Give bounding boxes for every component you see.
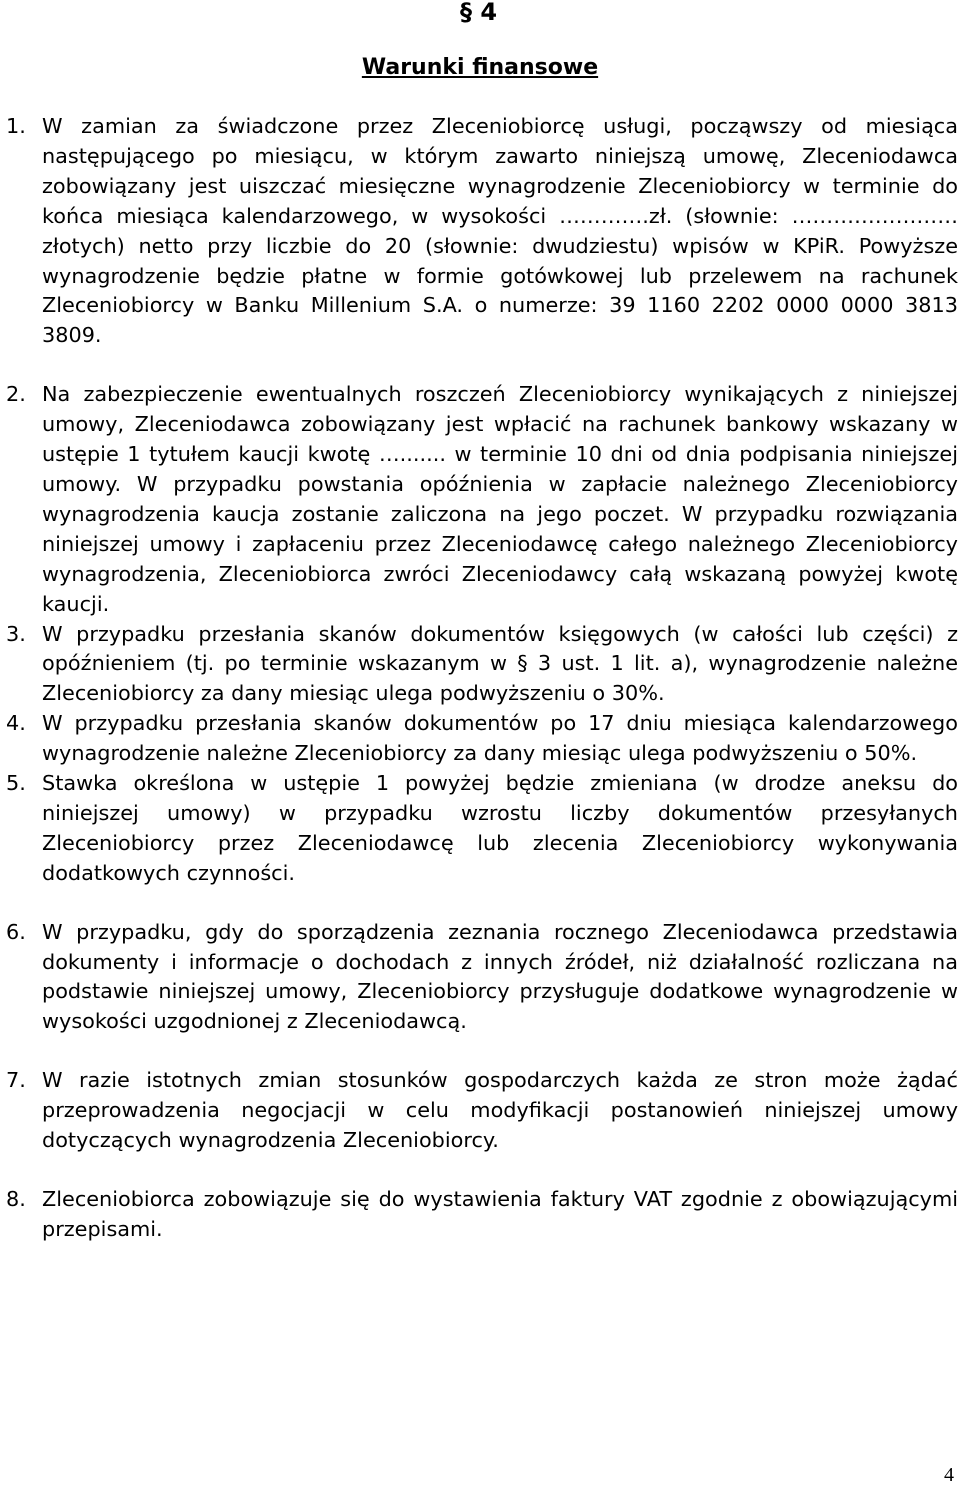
clause-text: W przypadku przesłania skanów dokumentów księgowych (w całości lub części) z opóźnieniem (tj. po terminie wskazanym w § 3 ust. 1 lit. a), wynagrodzenie należne Zleceniobiorcy za dany miesiąc ulega podwyższeniu o 30%. — [42, 621, 958, 706]
clause-7 — [0, 1066, 960, 1156]
page-number: 4 — [944, 1464, 954, 1486]
clause-number: 5. — [6, 771, 26, 796]
section-number: § 4 — [460, 0, 498, 26]
clause-text: Zleceniobiorca zobowiązuje się do wystawienia faktury VAT zgodnie z obowiązującymi przepisami. — [42, 1187, 958, 1241]
clause-1 — [0, 112, 960, 351]
clause-text: W zamian za świadczone przez Zleceniobiorcę usługi, począwszy od miesiąca następującego po miesiącu, w którym zawarto niniejszą umowę, Zleceniodawca zobowiązany jest uiszczać miesięczne wynagrodzenie Zleceniobiorcy w terminie do końca miesiąca kalendarzowego, w wysokości ………….zł. (słownie: …………………… złotych) netto przy liczbie do 20 (słownie: dwudziestu) wpisów w KPiR. Powyższe wynagrodzenie będzie płatne w formie gotówkowej lub przelewem na rachunek Zleceniobiorcy w Banku Millenium S.A. o numerze: 39 1160 2202 0000 0000 3813 3809. — [42, 114, 958, 348]
clause-text: W przypadku, gdy do sporządzenia zeznania rocznego Zleceniodawca przedstawia dokumenty i informacje o dochodach z innych źródeł, niż działalność rozliczana na podstawie niniejszej umowy, Zleceniobiorcy przysługuje dodatkowe wynagrodzenie w wysokości uzgodnionej z Zleceniodawcą. — [42, 919, 958, 1034]
clause-number: 4. — [6, 711, 26, 736]
clause-6 — [0, 918, 960, 1038]
clause-text: Stawka określona w ustępie 1 powyżej będzie zmieniana (w drodze aneksu do niniejszej umowy) w przypadku wzrostu liczby dokumentów przesyłanych Zleceniobiorcy przez Zleceniodawcę lub zlecenia Zleceniobiorcy wykonywania dodatkowych czynności. — [42, 771, 958, 885]
clause-list — [0, 112, 960, 1245]
clause-text: W przypadku przesłania skanów dokumentów po 17 dniu miesiąca kalendarzowego wynagrodzenie należne Zleceniobiorcy za dany miesiąc ulega podwyższeniu o 50%. — [42, 711, 958, 766]
clause-number: 3. — [6, 621, 26, 646]
clause-number: 6. — [6, 919, 26, 944]
clause-text: Na zabezpieczenie ewentualnych roszczeń Zleceniobiorcy wynikających z niniejszej umowy, Zleceniodawca zobowiązany jest wpłacić na rachunek bankowy wskazany w ustępie 1 tytułem kaucji kwotę …....... w terminie 10 dni od dnia podpisania niniejszej umowy. W przypadku powstania opóźnienia w zapłacie należnego Zleceniobiorcy wynagrodzenia kaucja zostanie zaliczona na jego poczet. W przypadku rozwiązania niniejszej umowy i zapłaceniu przez Zleceniodawcę całego należnego Zleceniobiorcy wynagrodzenia, Zleceniobiorca zwróci Zleceniodawcy całą wskazaną powyżej kwotę kaucji. — [42, 382, 958, 616]
clause-number: 8. — [6, 1187, 26, 1211]
clause-number: 1. — [6, 114, 26, 138]
clause-5 — [0, 769, 960, 889]
clause-text: W razie istotnych zmian stosunków gospodarczych każda ze stron może żądać przeprowadzenia negocjacji w celu modyfikacji postanowień niniejszej umowy dotyczących wynagrodzenia Zleceniobiorcy. — [42, 1068, 958, 1153]
clause-8 — [0, 1185, 960, 1245]
clause-4 — [0, 709, 960, 769]
clause-2 — [0, 380, 960, 619]
section-title: Warunki finansowe — [361, 55, 599, 80]
clause-number: 2. — [6, 382, 26, 407]
clause-number: 7. — [6, 1068, 26, 1093]
clause-3 — [0, 620, 960, 710]
